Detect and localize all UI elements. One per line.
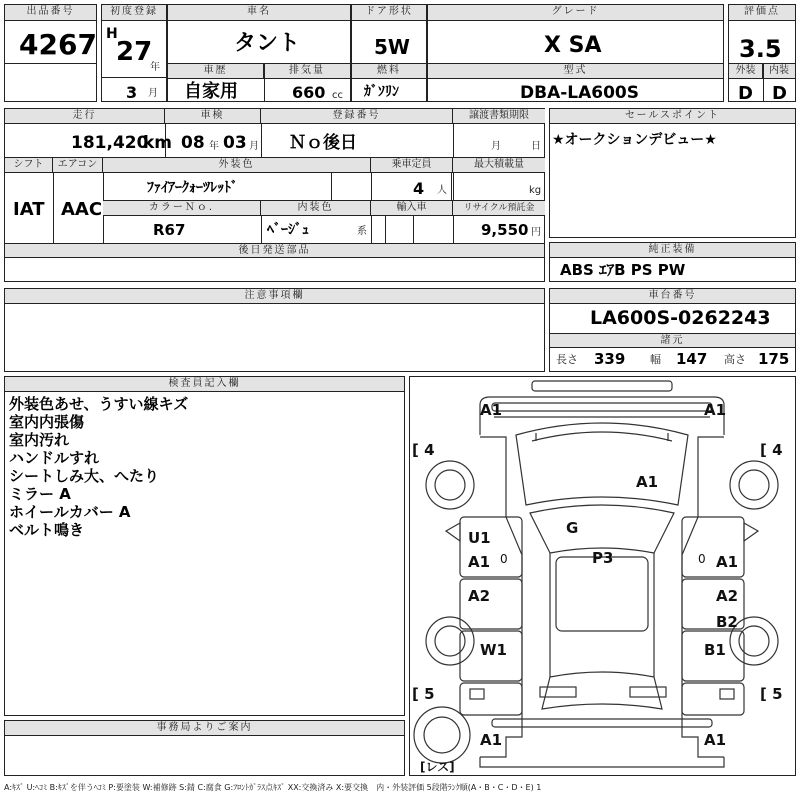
chassis-box	[549, 288, 796, 372]
interior-grade: D	[772, 83, 787, 104]
specs-label: 諸元	[550, 334, 795, 348]
lot-number-label: 出品番号	[5, 5, 96, 21]
width-label: 幅	[650, 353, 661, 366]
chassis-label: 車台番号	[550, 289, 795, 304]
color-no-label: カラーＮｏ.	[103, 201, 261, 216]
grade-label: グレード	[428, 5, 723, 21]
fuel-label: 燃料	[352, 64, 426, 79]
shift-label: シフト	[5, 158, 53, 173]
damage-mark: A1	[716, 553, 739, 571]
exterior-grade: D	[738, 83, 753, 104]
inspection-year-unit: 年	[209, 141, 219, 152]
damage-mark: B2	[716, 613, 738, 631]
exterior-grade-label: 外装	[729, 64, 763, 79]
inspector-line: ベルト鳴き	[9, 521, 85, 539]
registration-year: 27	[116, 37, 153, 67]
equipment-label: 純正装備	[550, 243, 795, 258]
mileage-label: 走行	[5, 109, 165, 124]
doc-month-unit: 月	[491, 141, 501, 152]
ext-color-label: 外装色	[103, 158, 371, 173]
damage-mark: A1	[704, 401, 727, 419]
capacity-unit: 人	[437, 185, 447, 196]
width: 147	[676, 350, 708, 368]
displacement-label: 排気量	[264, 64, 350, 79]
color-number: R67	[153, 221, 186, 239]
office-box	[4, 720, 405, 776]
height-label: 高さ	[724, 353, 746, 366]
interior-color-unit: 系	[357, 226, 367, 237]
interior-color: ﾍﾞｰｼﾞｭ	[267, 222, 309, 238]
door-label: ドア形状	[352, 5, 426, 21]
spare-tire-label: [レス]	[420, 760, 455, 774]
notes-label: 注意事項欄	[5, 289, 544, 304]
sales-point-text: ★オークションデビュー★	[552, 132, 717, 148]
equipment-text: ABS ｴｱB PS PW	[560, 261, 686, 279]
length: 339	[594, 350, 626, 368]
car-diagram	[410, 377, 795, 775]
legend: A:ｷｽﾞ U:ﾍｺﾐ B:ｷｽﾞを伴うﾍｺﾐ P:要塗装 W:補修跡 S:錆 C:腐食 G:ﾌﾛﾝﾄｶﾞﾗｽ点ｷｽﾞ XX:交換済み X:要交換 内・外装評価 5段階ﾗﾝｸ順(A・B・C・D・E) 1	[4, 783, 542, 792]
chassis-number: LA600S-0262243	[590, 307, 771, 329]
interior-grade-label: 内装	[763, 64, 795, 79]
inspector-box	[4, 376, 405, 716]
recycle-deposit: 9,550	[481, 221, 529, 239]
inspector-line: 室内汚れ	[9, 431, 70, 449]
car-name-cell	[167, 4, 351, 102]
zero-mark: 0	[500, 552, 508, 566]
car-diagram-box	[409, 376, 796, 776]
month-unit: 月	[148, 88, 158, 99]
sales-point-box	[549, 108, 796, 238]
inspector-line: シートしみ大、へたり	[9, 467, 160, 485]
door-cell	[351, 4, 427, 102]
damage-mark: A1	[704, 731, 727, 749]
zero-mark: 0	[698, 552, 706, 566]
damage-mark: B1	[704, 641, 726, 659]
int-color-label: 内装色	[261, 201, 371, 216]
doc-deadline-label: 譲渡書類期限	[453, 109, 545, 124]
history-label: 車歴	[168, 64, 264, 79]
exterior-color: ﾌｧｲｱｰｸｫｰﾂﾚｯﾄﾞ	[147, 180, 238, 196]
damage-mark: A2	[468, 587, 491, 605]
grade: X SA	[544, 33, 602, 58]
displacement: 660	[292, 83, 326, 102]
mileage: 181,420	[71, 133, 149, 153]
inspector-line: 外装色あせ、うすい線キズ	[9, 395, 189, 413]
inspector-line: 室内内張傷	[9, 413, 85, 431]
tire-score-front-left: [ 4	[412, 441, 435, 459]
doc-day-unit: 日	[531, 141, 541, 152]
inspector-label: 検査員記入欄	[5, 377, 404, 392]
shift: IAT	[13, 199, 45, 220]
damage-mark: A2	[716, 587, 739, 605]
era: H	[106, 26, 118, 42]
displacement-unit: cc	[332, 90, 343, 101]
car-name: タント	[234, 31, 301, 56]
max-load-label: 最大積載量	[453, 158, 545, 173]
tire-score-rear-right: [ 5	[760, 685, 783, 703]
air-conditioner: AAC	[61, 199, 103, 220]
score-cell	[728, 4, 796, 102]
grade-cell	[427, 4, 724, 102]
sales-point-label: セールスポイント	[550, 109, 795, 124]
damage-mark: A1	[480, 731, 503, 749]
inspector-line: ハンドルすれ	[9, 449, 100, 467]
first-registration-label: 初度登録	[102, 5, 166, 21]
damage-mark: A1	[636, 473, 659, 491]
inspector-line: ホイールカバー A	[9, 503, 131, 521]
damage-mark: A1	[468, 553, 491, 571]
equipment-box	[549, 242, 796, 282]
damage-mark: P3	[592, 549, 614, 567]
import-label: 輸入車	[371, 201, 453, 216]
recycle-unit: 円	[531, 227, 541, 238]
notes-box	[4, 288, 545, 372]
inspection-month-unit: 月	[249, 141, 259, 152]
first-registration-cell	[101, 4, 167, 102]
ac-label: エアコン	[53, 158, 103, 173]
inspection-year: 08	[181, 133, 205, 153]
model-code: DBA-LA600S	[520, 83, 639, 103]
lot-number: 4267	[19, 28, 97, 61]
inspector-notes	[9, 395, 188, 539]
fuel: ｶﾞｿﾘﾝ	[364, 84, 399, 100]
lot-number-cell	[4, 4, 97, 102]
capacity: 4	[413, 179, 425, 198]
inspection-month: 03	[223, 133, 247, 153]
reg-no-label: 登録番号	[261, 109, 453, 124]
damage-mark: G	[566, 519, 579, 537]
registration-number: Ｎｏ後日	[289, 133, 357, 153]
inspection-label: 車検	[165, 109, 261, 124]
inspector-line: ミラー A	[9, 485, 71, 503]
office-label: 事務局よりご案内	[5, 721, 404, 736]
door-type: 5W	[374, 35, 410, 59]
tire-score-rear-left: [ 5	[412, 685, 435, 703]
capacity-label: 乗車定員	[371, 158, 453, 173]
vehicle-details-block	[4, 108, 545, 282]
score-label: 評価点	[729, 5, 795, 21]
model-label: 型式	[428, 64, 723, 79]
height: 175	[758, 350, 790, 368]
later-parts-label: 後日発送部品	[5, 244, 544, 258]
registration-month: 3	[126, 83, 138, 102]
history: 自家用	[184, 81, 238, 102]
length-label: 長さ	[556, 353, 578, 366]
damage-mark: W1	[480, 641, 507, 659]
recycle-label: リサイクル預託金	[453, 201, 545, 216]
max-load-unit: kg	[529, 185, 542, 196]
damage-mark: U1	[468, 529, 491, 547]
damage-mark: A1	[480, 401, 503, 419]
score: 3.5	[739, 35, 782, 63]
tire-score-front-right: [ 4	[760, 441, 783, 459]
year-unit: 年	[150, 62, 160, 73]
car-name-label: 車名	[168, 5, 350, 21]
mileage-unit: km	[143, 133, 173, 153]
